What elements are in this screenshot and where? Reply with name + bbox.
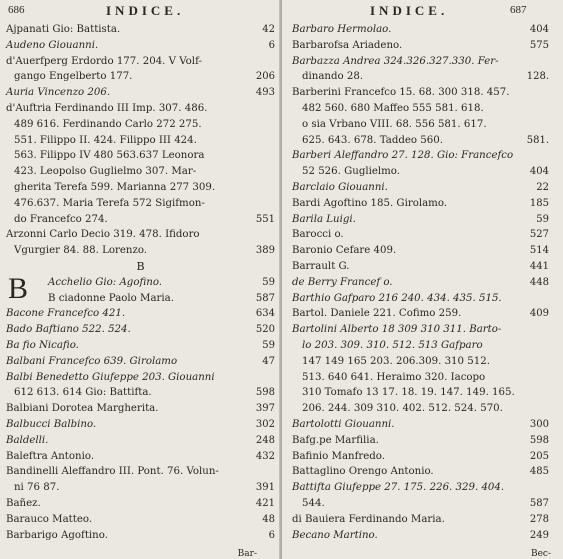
entry-page-number: 598 (255, 387, 275, 399)
entry-text: Battaglino Orengo Antonio. (292, 466, 434, 478)
entry-text: Barthio Gafparo 216 240. 434. 435. 515. (292, 292, 502, 304)
entry-text: lo 203. 309. 310. 512. 513 Gafparo (302, 339, 483, 351)
index-entry-line (0, 306, 281, 322)
entry-text: d'Auftria Ferdinando III Imp. 307. 486. (6, 102, 208, 114)
entry-text: 513. 640 641. Heraimo 320. Iacopo (302, 371, 486, 383)
entry-page-number: 404 (529, 24, 549, 35)
entry-text: 206. 244. 309 310. 402. 512. 524. 570. (302, 403, 503, 415)
index-entry-line (282, 133, 563, 149)
index-entry-line (282, 227, 563, 243)
entry-page-number: 48 (262, 513, 275, 525)
index-entry-line (282, 370, 563, 386)
entry-text: Baleftra Antonio. (6, 450, 95, 462)
index-entry-line (0, 354, 281, 370)
index-entry-line (0, 338, 281, 354)
entry-text: 310 Tomafo 13 17. 18. 19. 147. 149. 165. (302, 387, 515, 399)
entry-page-number: 278 (529, 513, 549, 525)
index-entry-line (282, 496, 563, 512)
index-entry-line (0, 38, 281, 54)
entry-text: ni 76 87. (14, 482, 60, 494)
right-page-title: INDICE. (370, 3, 449, 18)
index-entry-line (0, 117, 281, 133)
index-entry-line (282, 449, 563, 465)
index-entry-line (0, 291, 281, 307)
index-entry-line (282, 275, 563, 291)
section-letter-heading: B (136, 259, 145, 273)
entry-text: 147 149 165 203. 206.309. 310 512. (302, 355, 490, 367)
entry-text: Becano Martino. (292, 529, 378, 541)
entry-page-number: 409 (529, 308, 549, 320)
entry-page-number: 598 (529, 434, 549, 446)
entry-page-number: 389 (255, 245, 275, 257)
entry-page-number: 581. (526, 134, 549, 146)
index-entry-line (282, 54, 563, 70)
index-entry-line (282, 480, 563, 496)
entry-text: 551. Filippo II. 424. Filippo III 424. (14, 134, 197, 146)
entry-text: Bartolini Alberto 18 309 310 311. Barto- (292, 324, 502, 336)
index-entry-line (282, 291, 563, 307)
entry-page-number: 587 (255, 292, 275, 304)
entry-text: 482 560. 680 Maffeo 555 581. 618. (302, 102, 484, 114)
right-page (282, 0, 563, 559)
entry-text: o sia Vrbano VIII. 68. 556 581. 617. (302, 118, 487, 130)
entry-page-number: 128. (526, 71, 549, 83)
entry-text: Bartol. Daniele 221. Cofimo 259. (292, 308, 462, 320)
index-entry-line (282, 354, 563, 370)
entry-page-number: 634 (255, 308, 275, 320)
index-entry-line (282, 306, 563, 322)
entry-page-number: 575 (529, 39, 549, 51)
index-entry-line (282, 148, 563, 164)
entry-page-number: 249 (529, 529, 549, 541)
entry-text: 52 526. Guglielmo. (302, 166, 400, 178)
entry-page-number: 432 (255, 450, 275, 462)
entry-page-number: 205 (529, 450, 549, 462)
entry-text: Baldelli. (6, 434, 49, 446)
entry-page-number: 22 (536, 181, 549, 193)
index-entry-line (282, 512, 563, 528)
entry-text: Audeno Giouanni. (6, 39, 99, 51)
entry-page-number: 493 (255, 87, 275, 99)
entry-text: Barbaro Hermolao. (292, 24, 392, 35)
right-index-entries (282, 22, 563, 543)
index-entry-line (282, 117, 563, 133)
index-entry-line (282, 101, 563, 117)
b-section-entries (0, 271, 281, 544)
entry-text: Bandinelli Aleffandro III. Pont. 76. Volun- (6, 466, 219, 478)
entry-text: Barclaio Giouanni. (292, 181, 388, 193)
entry-text: 476.637. Maria Terefa 572 Sigifmon- (14, 197, 205, 209)
index-entry-line (0, 496, 281, 512)
entry-page-number: 248 (255, 434, 275, 446)
left-index-entries (0, 22, 281, 543)
index-entry-line (0, 433, 281, 449)
entry-text: de Berry Francef o. (292, 276, 393, 288)
entry-text: Bañez. (6, 497, 41, 509)
index-entry-line (282, 433, 563, 449)
entry-text: Acchelio Gio: Agofino. (48, 276, 163, 288)
entry-page-number: 302 (255, 418, 275, 430)
index-entry-line (282, 196, 563, 212)
entry-page-number: 527 (529, 229, 549, 241)
entry-text: Barocci o. (292, 229, 344, 241)
entry-text: Vgurgier 84. 88. Lorenzo. (14, 245, 148, 257)
right-catchword: Bec- (530, 549, 551, 559)
entry-text: Barberi Aleffandro 27. 128. Gio: Francefco (292, 150, 514, 162)
index-entry-line (282, 259, 563, 275)
entry-text: 612 613. 614 Gio: Battifta. (14, 387, 152, 399)
entry-text: do Francefco 274. (14, 213, 108, 225)
index-entry-line (282, 322, 563, 338)
index-entry-line (282, 85, 563, 101)
entry-page-number: 514 (529, 245, 549, 257)
index-entry-line (282, 464, 563, 480)
index-entry-line (0, 196, 281, 212)
entry-page-number: 587 (529, 497, 549, 509)
entry-text: Battifta Giufeppe 27. 175. 226. 329. 404. (292, 482, 505, 494)
index-entry-line (0, 243, 281, 259)
index-entry-line (0, 417, 281, 433)
entry-text: 563. Filippo IV 480 563.637 Leonora (14, 150, 205, 162)
index-entry-line (0, 464, 281, 480)
index-entry-line (0, 180, 281, 196)
left-page-title: INDICE. (106, 3, 185, 18)
index-entry-line (282, 164, 563, 180)
entry-text: Barbarigo Agoftino. (6, 529, 108, 541)
entry-text: d'Auerfperg Erdordo 177. 204. V Volf- (6, 55, 202, 67)
entry-text: gango Engelberto 177. (14, 71, 133, 83)
entry-text: Bardi Agoftino 185. Girolamo. (292, 197, 448, 209)
index-entry-line (0, 227, 281, 243)
right-page-header (282, 3, 563, 19)
entry-text: Balbiani Dorotea Margherita. (6, 403, 159, 415)
entry-page-number: 59 (262, 276, 275, 288)
index-entry-line (282, 528, 563, 544)
index-entry-line (282, 385, 563, 401)
entry-page-number: 485 (529, 466, 549, 478)
index-entry-line (282, 22, 563, 38)
index-entry-line (0, 22, 281, 38)
index-entry-line (282, 180, 563, 196)
entry-text: Bacone Francefco 421. (6, 308, 126, 320)
entry-text: Balbani Francefco 639. Girolamo (6, 355, 178, 367)
entry-text: Bafg.pe Marfilia. (292, 434, 379, 446)
entry-page-number: 47 (262, 355, 275, 367)
index-entry-line (0, 101, 281, 117)
entry-text: Barauco Matteo. (6, 513, 93, 525)
entry-text: Balbi Benedetto Giufeppe 203. Giouanni (6, 371, 215, 383)
index-entry-line (0, 480, 281, 496)
index-entry-line (0, 528, 281, 544)
entry-text: Ajpanati Gio: Battista. (6, 24, 121, 35)
index-entry-line (0, 275, 281, 291)
entry-page-number: 404 (529, 166, 549, 178)
entry-text: Balbucci Balbino. (6, 418, 97, 430)
index-entry-line (282, 401, 563, 417)
entry-page-number: 6 (268, 529, 275, 541)
entry-text: 544. (302, 497, 325, 509)
index-entry-line (282, 212, 563, 228)
entry-page-number: 6 (268, 39, 275, 51)
entry-text: 423. Leopolso Guglielmo 307. Mar- (14, 166, 197, 178)
entry-page-number: 206 (255, 71, 275, 83)
entry-page-number: 300 (529, 418, 549, 430)
index-entry-line (282, 243, 563, 259)
entry-page-number: 421 (255, 497, 275, 509)
right-page-number: 687 (510, 4, 527, 16)
index-entry-line (0, 212, 281, 228)
drop-cap-letter: B (8, 271, 29, 305)
index-entry-line (0, 322, 281, 338)
entry-page-number: 42 (262, 24, 275, 35)
entry-text: Barbarofsa Ariadeno. (292, 39, 403, 51)
entry-page-number: 59 (536, 213, 549, 225)
entry-text: Arzonni Carlo Decio 319. 478. Ifidoro (6, 229, 200, 241)
index-entry-line (0, 385, 281, 401)
index-entry-line (282, 38, 563, 54)
entry-text: Bado Baftiano 522. 524. (6, 324, 131, 336)
entry-text: Bafinio Manfredo. (292, 450, 385, 462)
index-entry-line (0, 370, 281, 386)
index-entry-line (282, 69, 563, 85)
left-page-header (0, 3, 281, 19)
entry-text: Ba fio Nicafio. (6, 339, 79, 351)
index-entry-line (0, 85, 281, 101)
index-entry-line (0, 148, 281, 164)
index-entry-line (0, 449, 281, 465)
left-page-number: 686 (8, 4, 25, 16)
entry-text: gherita Terefa 599. Marianna 277 309. (14, 181, 216, 193)
index-entry-line (0, 54, 281, 70)
index-entry-line (0, 401, 281, 417)
left-page (0, 0, 281, 559)
entry-page-number: 59 (262, 339, 275, 351)
entry-page-number: 448 (529, 276, 549, 288)
entry-text: Baronio Cefare 409. (292, 245, 397, 257)
entry-page-number: 551 (255, 213, 275, 225)
entry-text: Barberini Francefco 15. 68. 300 318. 457. (292, 87, 510, 99)
index-entry-line (282, 417, 563, 433)
entry-text: Barrault G. (292, 260, 350, 272)
entry-text: Bartolotti Giouanni. (292, 418, 395, 430)
entry-page-number: 397 (255, 403, 275, 415)
index-entry-line (282, 338, 563, 354)
entry-page-number: 391 (255, 482, 275, 494)
index-entry-line (0, 512, 281, 528)
entry-text: Barila Luigi. (292, 213, 356, 225)
entry-page-number: 441 (529, 260, 549, 272)
entry-page-number: 185 (529, 197, 549, 209)
entry-text: Auria Vincenzo 206. (6, 87, 111, 99)
left-catchword: Bar- (237, 549, 257, 559)
entry-text: 489 616. Ferdinando Carlo 272 275. (14, 118, 202, 130)
entry-text: 625. 643. 678. Taddeo 560. (302, 134, 443, 146)
index-entry-line (0, 133, 281, 149)
entry-text: Barbazza Andrea 324.326.327.330. Fer- (292, 55, 499, 67)
entry-text: dinando 28. (302, 71, 364, 83)
index-entry-line (0, 69, 281, 85)
entry-text: B ciadonne Paolo Maria. (48, 292, 174, 304)
index-entry-line (0, 164, 281, 180)
entry-page-number: 520 (255, 324, 275, 336)
entry-text: di Bauiera Ferdinando Maria. (292, 513, 445, 525)
